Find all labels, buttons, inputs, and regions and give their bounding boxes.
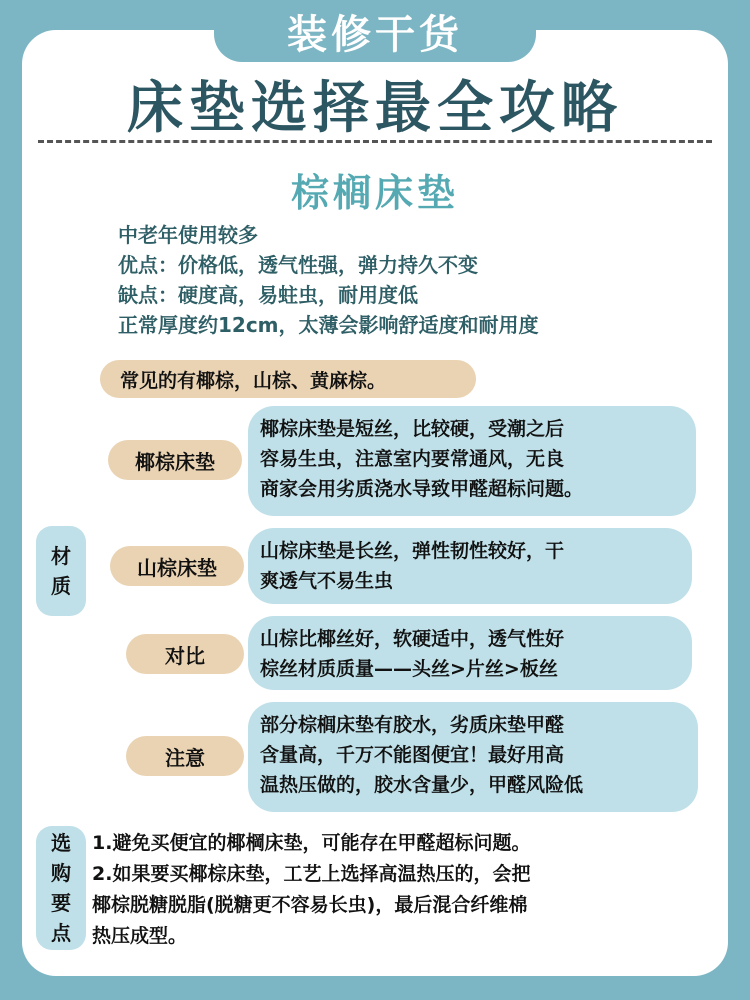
tip-line: 椰棕脱糖脱脂(脱糖更不容易长虫)，最后混合纤维棉	[92, 894, 528, 916]
tips-label-char: 要	[51, 891, 71, 915]
material-label-char: 质	[51, 574, 71, 598]
tip-line: 1.避免买便宜的椰棡床垫，可能存在甲醛超标问题。	[92, 832, 531, 854]
row-desc-line: 棕丝材质质量——头丝>片丝>板丝	[260, 658, 558, 680]
row-desc-line: 爽透气不易生虫	[260, 570, 394, 592]
page-title: 床垫选择最全攻略	[127, 76, 623, 141]
common-types-pill: 常见的有椰棕，山棕、黄麻棕。	[100, 360, 476, 398]
row-desc-line: 含量高，千万不能图便宜！最好用高	[260, 744, 565, 766]
tip-line: 2.如果要买椰棕床垫，工艺上选择高温热压的，会把	[92, 863, 531, 885]
row-desc-palm	[248, 528, 692, 604]
intro-line: 正常厚度约12cm，太薄会影响舒适度和耐用度	[118, 313, 539, 337]
row-desc-line: 山棕床垫是长丝，弹性韧性较好，干	[260, 540, 565, 562]
row-label-coconut: 椰棕床垫	[108, 440, 242, 480]
row-desc-coconut	[248, 406, 696, 516]
row-desc-line: 商家会用劣质浇水导致甲醛超标问题。	[260, 478, 584, 500]
tips-label-char: 选	[51, 831, 71, 855]
intro-line: 优点：价格低，透气性强，弹力持久不变	[118, 253, 478, 277]
tips-label	[36, 826, 86, 950]
intro-line: 缺点：硬度高，易蛀虫，耐用度低	[118, 283, 418, 307]
row-desc-notice	[248, 702, 698, 812]
material-label	[36, 526, 86, 616]
row-desc-compare	[248, 616, 692, 690]
row-desc-line: 温热压做的，胶水含量少，甲醛风险低	[260, 774, 584, 796]
dashed-divider	[38, 140, 712, 143]
row-desc-line: 山棕比椰丝好，软硬适中，透气性好	[260, 628, 565, 650]
intro-list	[118, 220, 718, 340]
section-title: 棕榈床垫	[290, 171, 459, 215]
row-desc-line: 部分棕榈床垫有胶水，劣质床垫甲醛	[260, 714, 565, 736]
row-label-notice: 注意	[126, 736, 244, 776]
header-tag	[214, 0, 536, 62]
header-tag-text: 装修干货	[287, 11, 463, 58]
tips-label-char: 购	[51, 861, 71, 885]
row-desc-line: 容易生虫，注意室内要常通风，无良	[260, 448, 565, 470]
buying-tips	[92, 828, 722, 952]
row-label-compare: 对比	[126, 634, 244, 674]
row-desc-line: 椰棕床垫是短丝，比较硬，受潮之后	[260, 418, 565, 440]
material-label-char: 材	[51, 544, 71, 568]
row-label-palm: 山棕床垫	[110, 546, 244, 586]
intro-line: 中老年使用较多	[118, 223, 258, 247]
tip-line: 热压成型。	[92, 925, 188, 947]
tips-label-char: 点	[51, 921, 71, 945]
